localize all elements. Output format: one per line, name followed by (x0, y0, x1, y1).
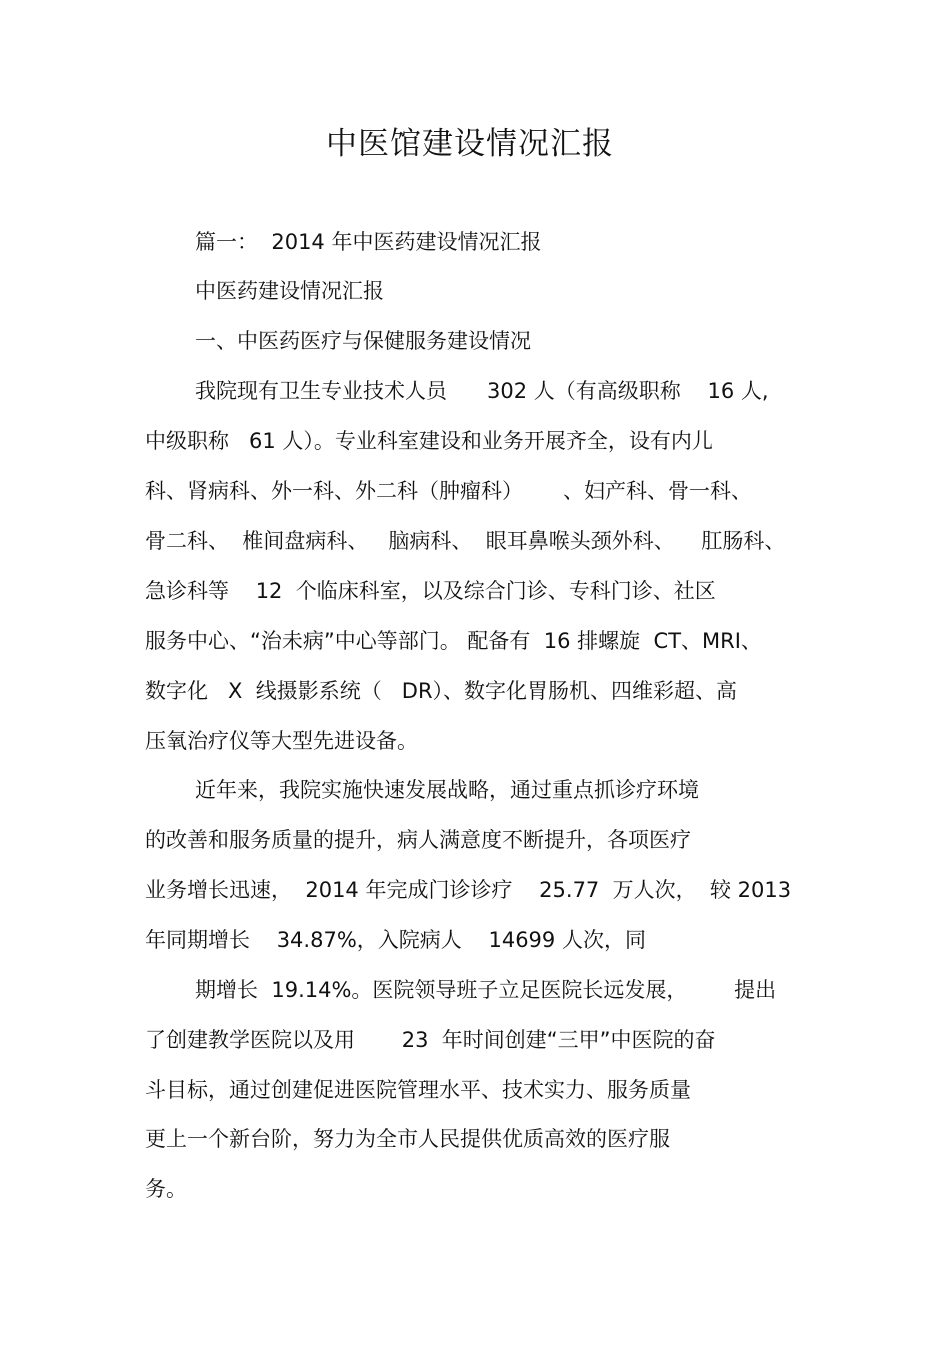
paragraph-line: 服务中心、“治未病”中心等部门。 配备有 16 排螺旋 CT、MRI、 (145, 629, 762, 653)
paragraph-line: 了创建教学医院以及用 23 年时间创建“三甲”中医院的奋 (145, 1028, 716, 1052)
paragraph-line: 期增长 19.14%。医院领导班子立足医院长远发展， 提出 (195, 978, 777, 1002)
section-heading-part-one: 篇一： 2014 年中医药建设情况汇报 (195, 230, 542, 254)
document-title: 中医馆建设情况汇报 (326, 126, 614, 162)
paragraph-line: 中级职称 61 人）。专业科室建设和业务开展齐全，设有内儿 (145, 429, 713, 453)
section-heading-one: 一、中医药医疗与保健服务建设情况 (195, 329, 531, 353)
paragraph-line: 科、肾病科、外一科、外二科（肿瘤科） 、妇产科、骨一科、 (145, 479, 753, 503)
paragraph-line: 近年来，我院实施快速发展战略，通过重点抓诊疗环境 (195, 778, 699, 802)
paragraph-line: 业务增长迅速， 2014 年完成门诊诊疗 25.77 万人次， 较 2013 (145, 878, 792, 902)
report-subtitle: 中医药建设情况汇报 (195, 279, 384, 303)
paragraph-line: 我院现有卫生专业技术人员 302 人（有高级职称 16 人, (195, 379, 769, 403)
paragraph-line: 骨二科、 椎间盘病科、 脑病科、 眼耳鼻喉头颈外科、 肛肠科、 (145, 529, 786, 553)
paragraph-line: 数字化 X 线摄影系统（ DR）、数字化胃肠机、四维彩超、高 (145, 679, 738, 703)
paragraph-line: 务。 (145, 1177, 187, 1201)
paragraph-line: 压氧治疗仪等大型先进设备。 (145, 729, 418, 753)
paragraph-line: 年同期增长 34.87%，入院病人 14699 人次，同 (145, 928, 646, 952)
paragraph-line: 斗目标，通过创建促进医院管理水平、技术实力、服务质量 (145, 1078, 691, 1102)
paragraph-line: 更上一个新台阶，努力为全市人民提供优质高效的医疗服 (145, 1127, 670, 1151)
paragraph-line: 的改善和服务质量的提升，病人满意度不断提升，各项医疗 (145, 828, 691, 852)
paragraph-line: 急诊科等 12 个临床科室，以及综合门诊、专科门诊、社区 (145, 579, 716, 603)
